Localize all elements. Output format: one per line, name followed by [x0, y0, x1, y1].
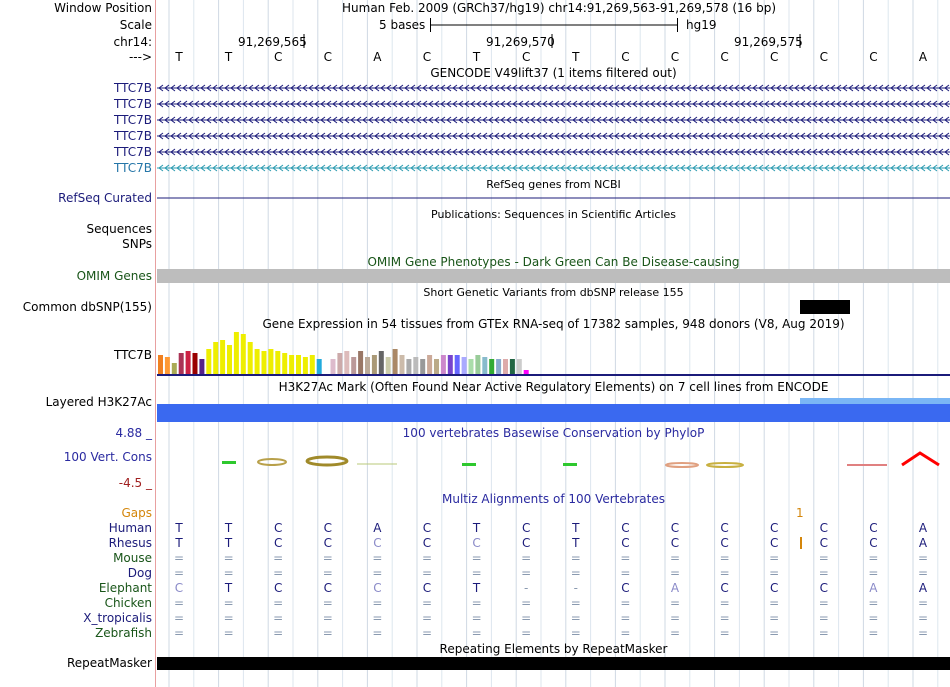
- alignment-base: =: [868, 596, 879, 610]
- gtex-tissue-bar: [517, 359, 522, 374]
- publications-snps-label[interactable]: SNPs: [122, 237, 152, 251]
- alignment-base: T: [472, 521, 481, 535]
- gtex-tissue-bar: [482, 357, 487, 374]
- gtex-tissue-bar: [441, 355, 446, 374]
- reference-base: C: [670, 50, 680, 64]
- alignment-base: =: [521, 611, 532, 625]
- alignment-base: =: [719, 596, 730, 610]
- reference-base: C: [869, 50, 878, 64]
- alignment-base: T: [224, 521, 233, 535]
- alignment-base: T: [472, 581, 481, 595]
- gencode-transcript-label[interactable]: TTC7B: [114, 81, 152, 95]
- reference-base: A: [373, 50, 382, 64]
- species-label[interactable]: Zebrafish: [95, 626, 152, 640]
- gtex-tissue-bar: [275, 351, 280, 374]
- gaps-label[interactable]: Gaps: [121, 506, 152, 520]
- species-label[interactable]: Elephant: [98, 581, 152, 595]
- alignment-base: =: [173, 611, 185, 625]
- alignment-base: =: [620, 596, 631, 610]
- alignment-base: C: [769, 536, 779, 550]
- alignment-base: C: [621, 581, 630, 595]
- gencode-transcript-label[interactable]: TTC7B: [114, 161, 152, 175]
- ruler-ticks: [300, 34, 810, 48]
- alignment-base: =: [173, 596, 185, 610]
- scale-text: 5 bases: [379, 18, 426, 32]
- alignment-base: =: [917, 626, 929, 640]
- gtex-tissue-bar: [158, 355, 163, 374]
- alignment-base: =: [173, 566, 185, 580]
- gtex-tissue-bar: [462, 357, 467, 374]
- ruler-pos-2: 91,269,570: [486, 35, 555, 49]
- alignment-base: =: [769, 611, 780, 625]
- gtex-tissue-bar: [296, 355, 301, 374]
- gap-insertion-marker: [800, 537, 802, 549]
- alignment-base: =: [868, 566, 879, 580]
- phylop-ymin: -4.5 _: [118, 476, 152, 490]
- alignment-base: =: [570, 611, 581, 625]
- gtex-tissue-bar: [427, 355, 432, 374]
- alignment-base: =: [223, 611, 234, 625]
- refseq-line: [157, 197, 950, 199]
- alignment-base: =: [818, 611, 829, 625]
- gtex-tissue-bar: [434, 359, 439, 374]
- alignment-base: C: [720, 581, 729, 595]
- alignment-base: =: [719, 566, 730, 580]
- alignment-base: =: [669, 596, 681, 610]
- gtex-label[interactable]: TTC7B: [114, 348, 152, 362]
- alignment-base: =: [570, 596, 581, 610]
- gtex-tissue-bar: [179, 353, 184, 374]
- gtex-tissue-bar: [469, 359, 474, 374]
- gtex-tissue-bar: [489, 359, 494, 374]
- alignment-base: =: [868, 551, 879, 565]
- alignment-base: C: [273, 536, 283, 550]
- alignment-base: C: [521, 536, 531, 550]
- alignment-base: T: [175, 521, 183, 535]
- assembly-title: Human Feb. 2009 (GRCh37/hg19) chr14:91,269,563-91,269,578 (16 bp): [342, 1, 777, 15]
- reference-base: C: [769, 50, 779, 64]
- gencode-transcript-label[interactable]: TTC7B: [114, 113, 152, 127]
- alignment-base: =: [620, 551, 631, 565]
- species-label[interactable]: Chicken: [104, 596, 152, 610]
- alignment-base: =: [917, 566, 929, 580]
- alignment-base: C: [323, 521, 332, 535]
- reference-base: C: [273, 50, 283, 64]
- gtex-tissue-bar: [199, 359, 204, 374]
- alignment-base: =: [471, 551, 482, 565]
- reference-base: C: [621, 50, 630, 64]
- gtex-tissue-bar: [241, 334, 246, 374]
- omim-title: OMIM Gene Phenotypes - Dark Green Can Be Disease-causing: [367, 255, 740, 269]
- alignment-base: A: [918, 521, 928, 535]
- gtex-bar-chart[interactable]: [157, 330, 557, 375]
- alignment-base: C: [273, 581, 283, 595]
- dbsnp-title: Short Genetic Variants from dbSNP release 155: [423, 286, 684, 299]
- species-label[interactable]: X_tropicalis: [83, 611, 152, 625]
- refseq-title: RefSeq genes from NCBI: [486, 178, 621, 191]
- alignment-base: =: [669, 626, 681, 640]
- repeatmasker-bar[interactable]: [157, 657, 950, 670]
- alignment-base: A: [869, 581, 878, 595]
- alignment-base: C: [819, 536, 828, 550]
- alignment-base: =: [769, 626, 780, 640]
- gtex-tissue-bar: [448, 355, 453, 374]
- alignment-base: =: [223, 566, 234, 580]
- reference-base: C: [323, 50, 332, 64]
- alignment-base: A: [918, 581, 928, 595]
- alignment-base: =: [620, 611, 631, 625]
- gtex-tissue-bar: [365, 357, 370, 374]
- alignment-base: C: [422, 521, 432, 535]
- species-label[interactable]: Human: [108, 521, 152, 535]
- alignment-base: A: [918, 536, 928, 550]
- alignment-base: =: [471, 596, 482, 610]
- gtex-tissue-bar: [186, 351, 191, 374]
- alignment-base: T: [224, 536, 233, 550]
- alignment-base: =: [620, 566, 631, 580]
- reference-base: A: [918, 50, 928, 64]
- gtex-tissue-bar: [400, 355, 405, 374]
- alignment-base: C: [373, 536, 382, 550]
- alignment-base: =: [322, 566, 333, 580]
- alignment-base: C: [621, 521, 630, 535]
- alignment-base: =: [818, 551, 829, 565]
- alignment-base: -: [524, 581, 529, 595]
- gencode-title: GENCODE V49lift37 (1 items filtered out): [430, 66, 677, 80]
- gtex-tissue-bar: [165, 357, 170, 374]
- alignment-base: C: [373, 581, 382, 595]
- gtex-tissue-bar: [282, 353, 287, 374]
- gtex-tissue-bar: [268, 349, 273, 374]
- alignment-base: =: [273, 566, 284, 580]
- alignment-base: C: [720, 521, 729, 535]
- alignment-base: =: [471, 611, 482, 625]
- alignment-base: =: [570, 551, 581, 565]
- reference-base: C: [720, 50, 729, 64]
- gtex-tissue-bar: [393, 349, 398, 374]
- reference-base: C: [819, 50, 828, 64]
- gtex-tissue-bar: [310, 355, 315, 374]
- alignment-base: =: [818, 566, 829, 580]
- gencode-transcript-track[interactable]: [157, 130, 950, 142]
- phylop-label[interactable]: 100 Vert. Cons: [63, 450, 152, 464]
- alignment-base: =: [223, 626, 234, 640]
- alignment-base: =: [223, 596, 234, 610]
- alignment-base: =: [917, 596, 929, 610]
- strand-arrow-label: --->: [128, 50, 152, 64]
- alignment-base: =: [273, 611, 284, 625]
- alignment-base: =: [421, 596, 433, 610]
- gtex-tissue-bar: [413, 357, 418, 374]
- alignment-base: =: [273, 626, 284, 640]
- alignment-base: =: [471, 566, 482, 580]
- publications-title: Publications: Sequences in Scientific Articles: [431, 208, 676, 221]
- alignment-base: =: [322, 596, 333, 610]
- omim-gene-bar[interactable]: [157, 269, 950, 283]
- alignment-base: C: [521, 521, 531, 535]
- alignment-base: =: [521, 596, 532, 610]
- gtex-tissue-bar: [227, 345, 232, 374]
- alignment-base: =: [570, 566, 581, 580]
- alignment-base: =: [620, 626, 631, 640]
- reference-base: T: [472, 50, 481, 64]
- chrom-label: chr14:: [113, 35, 152, 49]
- alignment-base: =: [917, 551, 929, 565]
- alignment-base: C: [819, 521, 828, 535]
- dbsnp-variant[interactable]: [800, 300, 850, 314]
- gtex-tissue-bar: [420, 359, 425, 374]
- alignment-base: =: [669, 566, 681, 580]
- alignment-base: =: [372, 596, 383, 610]
- alignment-base: C: [422, 536, 432, 550]
- gencode-transcript-track[interactable]: [157, 162, 950, 174]
- alignment-base: =: [868, 611, 879, 625]
- alignment-base: =: [173, 626, 185, 640]
- gap-mark: 1: [796, 506, 804, 520]
- gencode-transcript-track[interactable]: [157, 146, 950, 158]
- gtex-tissue-bar: [317, 359, 322, 374]
- multiz-title: Multiz Alignments of 100 Vertebrates: [441, 492, 666, 506]
- gtex-tissue-bar: [337, 353, 342, 374]
- alignment-base: =: [521, 626, 532, 640]
- gencode-transcript-label[interactable]: TTC7B: [114, 97, 152, 111]
- gtex-gene-line: [157, 374, 950, 377]
- alignment-base: C: [621, 536, 630, 550]
- reference-base: T: [224, 50, 233, 64]
- reference-base: T: [572, 50, 580, 64]
- alignment-base: =: [273, 596, 284, 610]
- alignment-base: -: [573, 581, 578, 595]
- gtex-tissue-bar: [379, 351, 384, 374]
- alignment-base: T: [175, 536, 183, 550]
- species-label[interactable]: Dog: [127, 566, 152, 580]
- alignment-base: =: [669, 611, 681, 625]
- alignment-base: C: [174, 581, 184, 595]
- alignment-base: =: [471, 626, 482, 640]
- gtex-tissue-bar: [331, 359, 336, 374]
- alignment-base: =: [372, 551, 383, 565]
- alignment-base: C: [769, 521, 779, 535]
- alignment-base: =: [521, 551, 532, 565]
- alignment-base: =: [769, 566, 780, 580]
- gtex-tissue-bar: [510, 359, 515, 374]
- alignment-base: C: [869, 536, 878, 550]
- dbsnp-label[interactable]: Common dbSNP(155): [22, 300, 152, 314]
- gtex-tissue-bar: [455, 355, 460, 374]
- phylop-title: 100 vertebrates Basewise Conservation by PhyloP: [402, 426, 705, 440]
- alignment-base: =: [521, 566, 532, 580]
- repeatmasker-title: Repeating Elements by RepeatMasker: [439, 642, 668, 656]
- gtex-tissue-bar: [213, 342, 218, 374]
- alignment-base: =: [868, 626, 879, 640]
- gtex-tissue-bar: [358, 351, 363, 374]
- alignment-base: T: [224, 581, 233, 595]
- alignment-base: =: [769, 551, 780, 565]
- alignment-base: =: [719, 551, 730, 565]
- ruler-pos-1: 91,269,565: [238, 35, 307, 49]
- gtex-tissue-bar: [351, 357, 356, 374]
- alignment-base: C: [769, 581, 779, 595]
- alignment-base: =: [719, 611, 730, 625]
- gtex-tissue-bar: [193, 353, 198, 374]
- gtex-tissue-bar: [344, 351, 349, 374]
- alignment-base: =: [818, 626, 829, 640]
- gencode-transcript-label[interactable]: TTC7B: [114, 129, 152, 143]
- alignment-base: C: [323, 536, 332, 550]
- alignment-base: C: [472, 536, 481, 550]
- h3k27ac-signal[interactable]: [157, 404, 950, 422]
- alignment-base: =: [322, 551, 333, 565]
- reference-base: C: [521, 50, 531, 64]
- alignment-base: =: [372, 611, 383, 625]
- gtex-tissue-bar: [303, 357, 308, 374]
- h3k27ac-label[interactable]: Layered H3K27Ac: [45, 395, 152, 409]
- alignment-base: =: [570, 626, 581, 640]
- h3k27ac-title: H3K27Ac Mark (Often Found Near Active Regulatory Elements) on 7 cell lines from ENCODE: [278, 380, 829, 394]
- alignment-base: A: [670, 581, 680, 595]
- species-label[interactable]: Rhesus: [108, 536, 152, 550]
- alignment-base: C: [323, 581, 332, 595]
- gtex-tissue-bar: [372, 355, 377, 374]
- alignment-base: =: [917, 611, 929, 625]
- alignment-base: =: [322, 626, 333, 640]
- scale-db: hg19: [686, 18, 717, 32]
- gencode-transcript-track[interactable]: [157, 114, 950, 126]
- alignment-base: =: [372, 566, 383, 580]
- alignment-base: =: [273, 551, 284, 565]
- alignment-base: =: [421, 611, 433, 625]
- gtex-tissue-bar: [475, 355, 480, 374]
- window-position-label: Window Position: [54, 1, 152, 15]
- gtex-tissue-bar: [503, 359, 508, 374]
- publications-sequences-label[interactable]: Sequences: [86, 222, 152, 236]
- gencode-transcript-track[interactable]: [157, 98, 950, 110]
- gtex-tissue-bar: [172, 363, 177, 374]
- alignment-base: =: [421, 626, 433, 640]
- alignment-base: =: [769, 596, 780, 610]
- species-label[interactable]: Mouse: [113, 551, 152, 565]
- gtex-tissue-bar: [496, 359, 501, 374]
- gtex-tissue-bar: [406, 359, 411, 374]
- refseq-label[interactable]: RefSeq Curated: [58, 191, 152, 205]
- gencode-transcript-label[interactable]: TTC7B: [114, 145, 152, 159]
- h3k27ac-signal-peak: [800, 398, 950, 404]
- alignment-base: =: [719, 626, 730, 640]
- gtex-tissue-bar: [248, 342, 253, 374]
- alignment-base: C: [670, 536, 680, 550]
- alignment-base: =: [223, 551, 234, 565]
- gtex-tissue-bar: [206, 349, 211, 374]
- omim-label[interactable]: OMIM Genes: [76, 269, 152, 283]
- gtex-tissue-bar: [220, 340, 225, 374]
- scale-bar: [430, 18, 680, 32]
- alignment-base: C: [670, 521, 680, 535]
- alignment-base: =: [818, 596, 829, 610]
- alignment-base: C: [819, 581, 828, 595]
- ruler-pos-3: 91,269,575: [734, 35, 803, 49]
- alignment-base: C: [422, 581, 432, 595]
- alignment-base: T: [572, 521, 580, 535]
- gencode-transcript-track[interactable]: [157, 82, 950, 94]
- left-border-line: [155, 0, 156, 687]
- reference-base: C: [422, 50, 432, 64]
- repeatmasker-label[interactable]: RepeatMasker: [66, 656, 152, 670]
- gtex-tissue-bar: [386, 357, 391, 374]
- gtex-title: Gene Expression in 54 tissues from GTEx RNA-seq of 17382 samples, 948 donors (V8, Aug 2019): [262, 317, 845, 331]
- reference-base: T: [175, 50, 183, 64]
- alignment-base: =: [669, 551, 681, 565]
- alignment-base: =: [173, 551, 185, 565]
- gtex-tissue-bar: [255, 349, 260, 374]
- alignment-base: =: [322, 611, 333, 625]
- scale-label: Scale: [119, 18, 152, 32]
- alignment-base: C: [273, 521, 283, 535]
- alignment-base: T: [572, 536, 580, 550]
- alignment-base: C: [720, 536, 729, 550]
- alignment-base: =: [372, 626, 383, 640]
- gtex-tissue-bar: [262, 351, 267, 374]
- alignment-base: C: [869, 521, 878, 535]
- alignment-base: =: [421, 551, 433, 565]
- alignment-base: =: [421, 566, 433, 580]
- gtex-tissue-bar: [289, 355, 294, 374]
- phylop-ymax: 4.88 _: [115, 426, 152, 440]
- gtex-tissue-bar: [234, 332, 239, 374]
- phylop-logo: [157, 445, 950, 475]
- alignment-base: A: [373, 521, 382, 535]
